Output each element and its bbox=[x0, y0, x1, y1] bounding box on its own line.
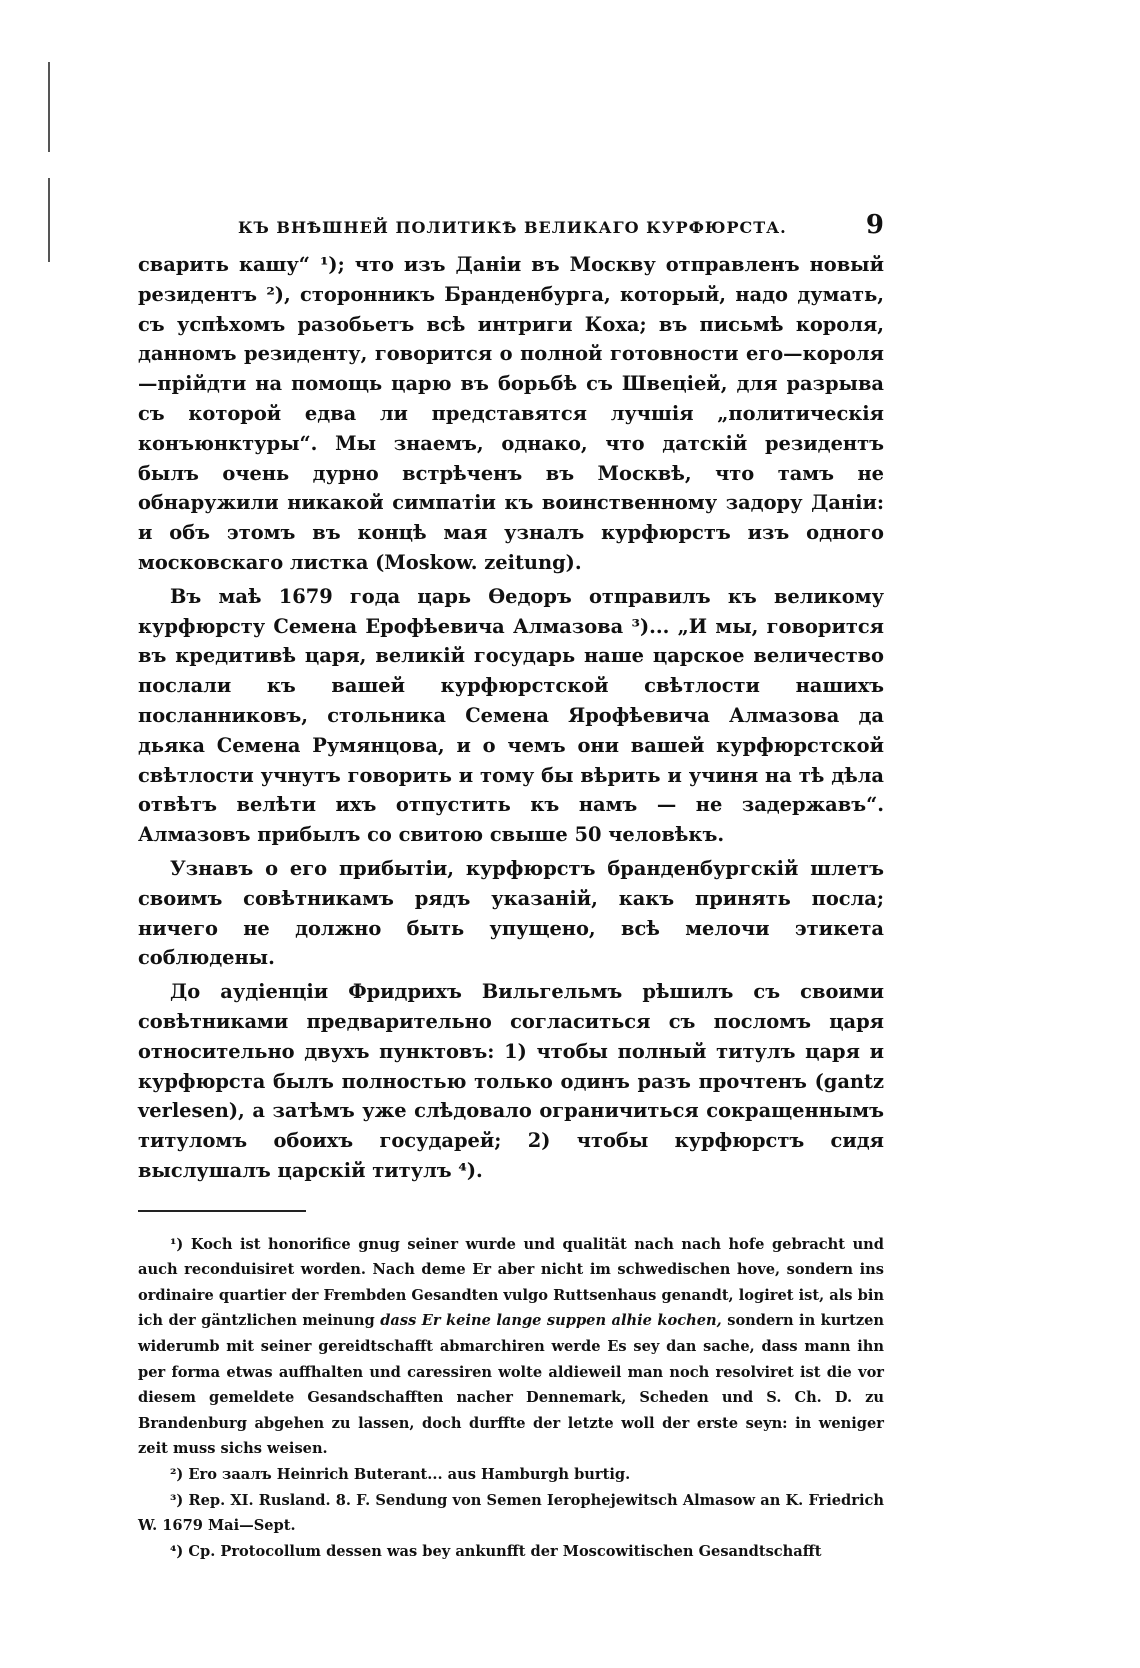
footnote-1-text-end: sondern in kurtzen widerumb mit seiner gereidtschafft abmarchiren werde Es sey dan sache, dass mann ihn per forma etwas auffhalten und caressiren wolte aldieweil man noch resolviret ist die vor diesem gemeldete Gesandschafften nacher Dennemark, Scheden und S. Ch. D. zu Brandenburg abgehen zu lassen, doch durffte der letzte woll der erste seyn: in weniger zeit muss sichs weisen. bbox=[138, 1312, 885, 1458]
footnote-divider bbox=[138, 1210, 306, 1212]
paragraph: Узнавъ о его прибытіи, курфюрстъ бранденбургскій шлетъ своимъ совѣтникамъ рядъ указаній, какъ принять посла; ничего не должно быть упущено, всѣ мелочи этикета соблюдены. bbox=[138, 856, 884, 970]
running-title: КЪ ВНѢШНЕЙ ПОЛИТИКѢ ВЕЛИКАГО КУРФЮРСТА. bbox=[238, 218, 787, 237]
footnote-1-text-start: ¹) Koch ist honorifice gnug seiner wurde und qualität nach nach hofe gebracht und auch reconduisiret worden. Nach deme Er aber nicht im schwedischen hove, sondern ins ordinaire quartier der Frembden Gesandten vulgo Ruttsenhaus genandt, logiret ist, als bin ich der gäntzlichen meinung bbox=[138, 1235, 884, 1330]
footnote-1-italic: dass Er keine lange suppen alhie kochen, bbox=[380, 1312, 722, 1330]
page bbox=[138, 210, 884, 1564]
paragraph: сварить кашу“ ¹); что изъ Даніи въ Москву отправленъ новый резидентъ ²), сторонникъ Бранденбурга, который, надо думать, съ успѣхомъ разобьетъ всѣ интриги Коха; въ письмѣ короля, данномъ резиденту, говорится о полной готовности его—короля—прійдти на помощь царю въ борьбѣ съ Швеціей, для разрыва съ которой едва ли представятся лучшія „политическія конъюнктуры“. Мы знаемъ, однако, что датскій резидентъ былъ очень дурно встрѣченъ въ Москвѣ, что тамъ не обнаружили никакой симпатіи къ воинственному задору Даніи: и объ этомъ въ концѣ мая узналъ курфюрстъ изъ одного московскаго листка (Moskow. zeitung). bbox=[138, 253, 884, 574]
body-text bbox=[138, 250, 884, 1186]
footnote-1 bbox=[138, 1232, 884, 1462]
margin-mark-lower bbox=[48, 178, 50, 262]
page-number: 9 bbox=[865, 210, 884, 240]
paragraph: Въ маѣ 1679 года царь Ѳедоръ отправилъ къ великому курфюрсту Семена Ерофѣевича Алмазова ³)... „И мы, говорится въ кредитивѣ царя, великій государь наше царское величество послали къ вашей курфюрстской свѣтлости нашихъ посланниковъ, стольника Семена Ярофѣевича Алмазова да дьяка Семена Румянцова, и о чемъ они вашей курфюрстской свѣтлости учнутъ говорить и тому бы вѣрить и учиня на тѣ дѣла отвѣтъ велѣти ихъ отпустить къ намъ — не задержавъ“. Алмазовъ прибылъ со свитою свыше 50 человѣкъ. bbox=[138, 584, 884, 847]
footnote-2: ²) Ero заалъ Heinrich Buterant... aus Hamburgh burtig. bbox=[170, 1466, 631, 1484]
running-head bbox=[138, 210, 884, 244]
footnotes bbox=[138, 1232, 884, 1565]
margin-mark-upper bbox=[48, 62, 50, 152]
paragraph: До аудіенціи Фридрихъ Вильгельмъ рѣшилъ съ своими совѣтниками предварительно согласиться съ посломъ царя относительно двухъ пунктовъ: 1) чтобы полный титулъ царя и курфюрста былъ полностью только одинъ разъ прочтенъ (gantz verlesen), а затѣмъ уже слѣдовало ограничиться сокращеннымъ титуломъ обоихъ государей; 2) чтобы курфюрстъ сидя выслушалъ царскій титулъ ⁴). bbox=[138, 980, 884, 1182]
footnote-3: ³) Rep. XI. Rusland. 8. F. Sendung von Semen Ierophejewitsch Almasow an K. Friedrich W. 1679 Mai—Sept. bbox=[138, 1491, 884, 1535]
footnote-4: ⁴) Cp. Protocollum dessen was bey ankunfft der Moscowitischen Gesandtschafft bbox=[170, 1542, 822, 1560]
